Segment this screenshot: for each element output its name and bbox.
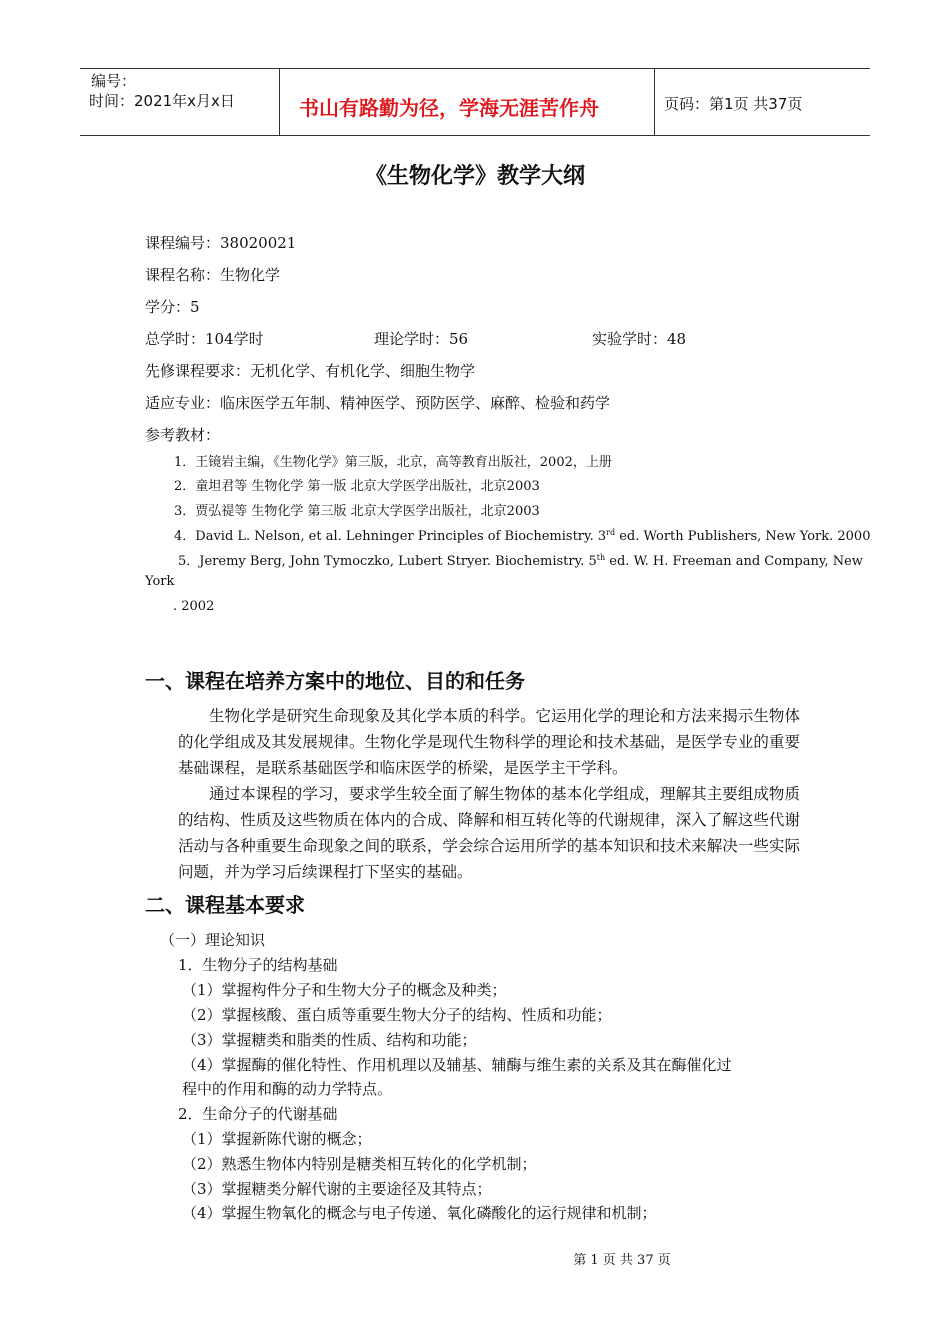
course-name: 课程名称：生物化学 — [145, 266, 281, 284]
reference-4-main: 4．David L. Nelson, et al. Lehninger Principles of Biochemistry. 3 — [174, 529, 607, 544]
course-code: 课程编号：38020021 — [145, 234, 297, 252]
reference-4-tail: ed. Worth Publishers, New York. 2000 — [615, 529, 871, 544]
reference-4 — [174, 525, 870, 544]
reference-4-edition-suffix: rd — [606, 528, 616, 537]
section-2-heading: 二、课程基本要求 — [145, 893, 305, 917]
section-1-heading: 一、课程在培养方案中的地位、目的和任务 — [145, 669, 525, 693]
item-2-1: （1）掌握新陈代谢的概念； — [182, 1130, 372, 1148]
lab-hours: 实验学时：48 — [592, 330, 687, 348]
reference-2: 2．童坦君等 生物化学 第一版 北京大学医学出版社，北京2003 — [174, 479, 540, 494]
reference-5-edition-suffix: th — [596, 553, 606, 562]
item-2-3: （3）掌握糖类分解代谢的主要途径及其特点； — [182, 1180, 492, 1198]
item-1-heading: 1．生物分子的结构基础 — [178, 956, 338, 974]
section-1-paragraph-1: 生物化学是研究生命现象及其化学本质的科学。它运用化学的理论和方法来揭示生物体的化学组成及其发展规律。生物化学是现代生物科学的理论和技术基础，是医学专业的重要基础课程，是联系基础医学和临床医学的桥梁，是医学主干学科。 — [178, 707, 800, 777]
header-divider-left — [279, 68, 280, 136]
prerequisites: 先修课程要求：无机化学、有机化学、细胞生物学 — [145, 362, 476, 380]
header-time-label: 时间：2021年x月x日 — [89, 92, 235, 110]
item-2-2: （2）熟悉生物体内特别是糖类相互转化的化学机制； — [182, 1155, 537, 1173]
header-bottom-border — [80, 135, 870, 136]
reference-5 — [178, 550, 863, 569]
item-1-2: （2）掌握核酸、蛋白质等重要生物大分子的结构、性质和功能； — [182, 1006, 612, 1024]
item-1-1: （1）掌握构件分子和生物大分子的概念及种类； — [182, 981, 507, 999]
applicable-majors: 适应专业：临床医学五年制、精神医学、预防医学、麻醉、检验和药学 — [145, 394, 611, 412]
section-1-paragraph-2: 通过本课程的学习，要求学生较全面了解生物体的基本化学组成，理解其主要组成物质的结构、性质及这些物质在体内的合成、降解和相互转化等的代谢规律，深入了解这些代谢活动与各种重要生命现象之间的联系，学会综合运用所学的基本知识和技术来解决一些实际问题，并为学习后续课程打下坚实的基础。 — [178, 785, 800, 881]
reference-5-year: . 2002 — [173, 599, 215, 614]
textbooks-label: 参考教材： — [145, 426, 221, 444]
reference-5-continuation: York — [145, 574, 175, 589]
header-divider-right — [654, 68, 655, 136]
subsection-theory: （一）理论知识 — [160, 931, 266, 949]
item-2-4: （4）掌握生物氧化的概念与电子传递、氧化磷酸化的运行规律和机制； — [182, 1204, 657, 1222]
total-hours: 总学时：104学时 — [145, 330, 264, 348]
theory-hours: 理论学时：56 — [374, 330, 469, 348]
document-title: 《生物化学》教学大纲 — [364, 164, 585, 189]
header-number-label: 编号： — [91, 72, 137, 90]
header-top-border — [80, 68, 870, 69]
page-footer: 第 1 页 共 37 页 — [573, 1253, 671, 1268]
item-1-4: （4）掌握酶的催化特性、作用机理以及辅基、辅酶与维生素的关系及其在酶催化过 — [182, 1056, 732, 1074]
reference-3: 3．贾弘禔等 生物化学 第三版 北京大学医学出版社，北京2003 — [174, 504, 540, 519]
header-page-label: 页码：第1页 共37页 — [664, 95, 803, 113]
section-1-body — [178, 703, 800, 885]
reference-1: 1．王镜岩主编，《生物化学》第三版，北京，高等教育出版社，2002，上册 — [174, 455, 612, 470]
course-credits: 学分：5 — [145, 298, 200, 316]
item-2-heading: 2．生命分子的代谢基础 — [178, 1105, 338, 1123]
item-1-4-continuation: 程中的作用和酶的动力学特点。 — [182, 1080, 393, 1098]
header-motto: 书山有路勤为径，学海无涯苦作舟 — [299, 96, 599, 120]
item-1-3: （3）掌握糖类和脂类的性质、结构和功能； — [182, 1031, 477, 1049]
reference-5-main: 5．Jeremy Berg, John Tymoczko, Lubert Stryer. Biochemistry. 5 — [178, 554, 597, 569]
reference-5-tail: ed. W. H. Freeman and Company, New — [605, 554, 863, 569]
